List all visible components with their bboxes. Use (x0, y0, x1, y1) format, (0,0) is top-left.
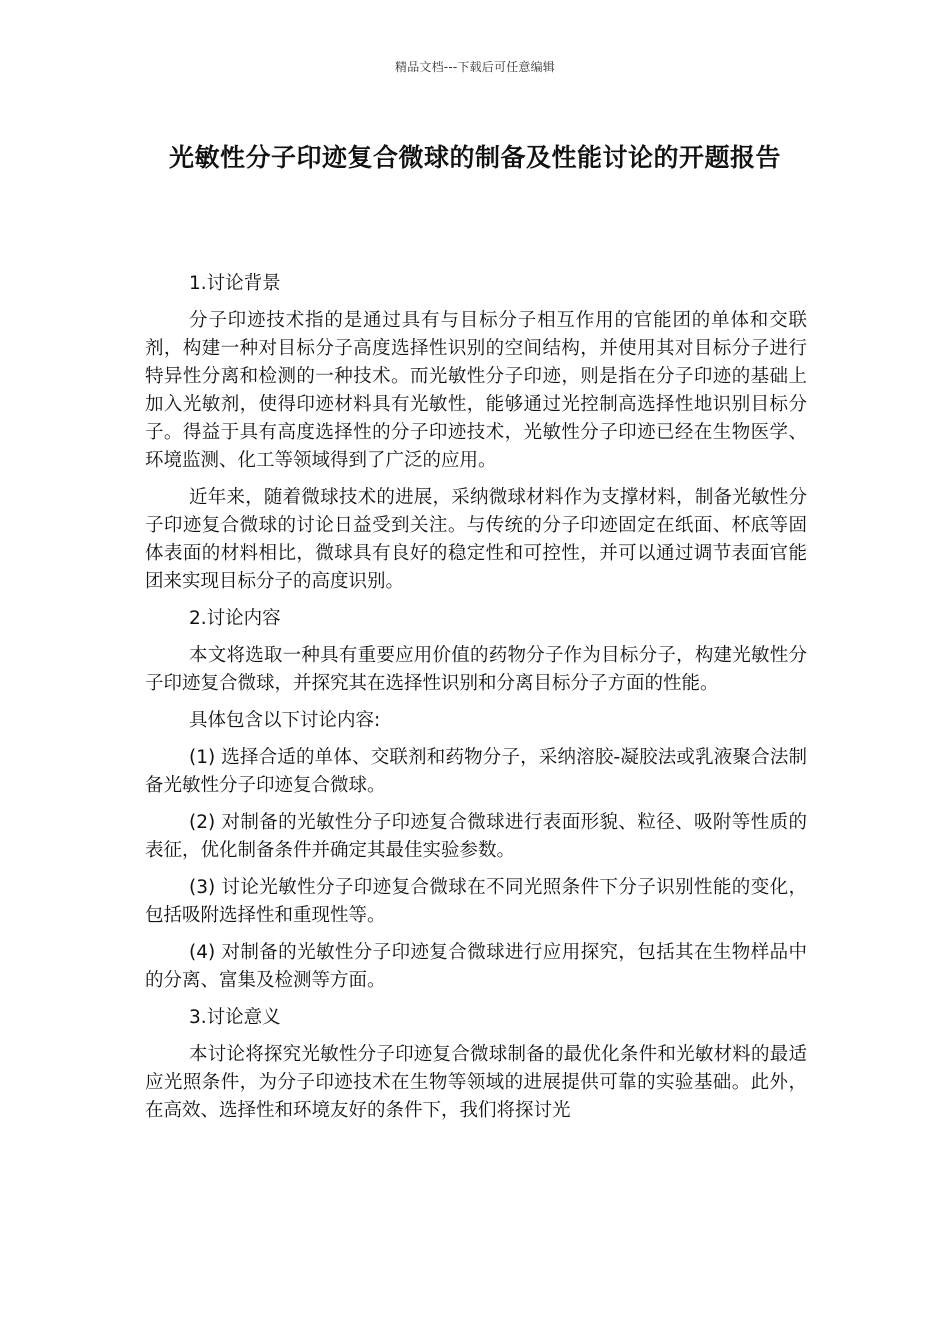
paragraph: 近年来，随着微球技术的进展，采纳微球材料作为支撑材料，制备光敏性分子印迹复合微球的讨论日益受到关注。与传统的分子印迹固定在纸面、杯底等固体表面的材料相比，微球具有良好的稳定性和可控性，并可以通过调节表面官能团来实现目标分子的高度识别。 (145, 487, 807, 592)
paragraph: 本文将选取一种具有重要应用价值的药物分子作为目标分子，构建光敏性分子印迹复合微球，并探究其在选择性识别和分离目标分子方面的性能。 (145, 645, 807, 694)
header-note: 精品文档---下载后可任意编辑 (395, 60, 555, 74)
list-item: (2) 对制备的光敏性分子印迹复合微球进行表面形貌、粒径、吸附等性质的表征，优化制备条件并确定其最佳实验参数。 (145, 812, 807, 861)
list-item: (1) 选择合适的单体、交联剂和药物分子，采纳溶胶-凝胶法或乳液聚合法制备光敏性分子印迹复合微球。 (145, 747, 807, 796)
section-heading-significance: 3.讨论意义 (189, 1007, 281, 1028)
list-item: (4) 对制备的光敏性分子印迹复合微球进行应用探究，包括其在生物样品中的分离、富集及检测等方面。 (145, 942, 807, 991)
document-body (145, 270, 807, 1134)
list-item: (3) 讨论光敏性分子印迹复合微球在不同光照条件下分子识别性能的变化，包括吸附选择性和重现性等。 (145, 877, 807, 926)
paragraph: 本讨论将探究光敏性分子印迹复合微球制备的最优化条件和光敏材料的最适应光照条件，为分子印迹技术在生物等领域的进展提供可靠的实验基础。此外，在高效、选择性和环境友好的条件下，我们将探讨光 (145, 1044, 807, 1121)
section-heading-background: 1.讨论背景 (189, 273, 281, 294)
paragraph: 分子印迹技术指的是通过具有与目标分子相互作用的官能团的单体和交联剂，构建一种对目标分子高度选择性识别的空间结构，并使用其对目标分子进行特异性分离和检测的一种技术。而光敏性分子印迹，则是指在分子印迹的基础上加入光敏剂，使得印迹材料具有光敏性，能够通过光控制高选择性地识别目标分子。得益于具有高度选择性的分子印迹技术，光敏性分子印迹已经在生物医学、环境监测、化工等领域得到了广泛的应用。 (145, 310, 807, 471)
section-heading-content: 2.讨论内容 (189, 608, 281, 629)
document-title: 光敏性分子印迹复合微球的制备及性能讨论的开题报告 (168, 143, 781, 172)
paragraph: 具体包含以下讨论内容: (189, 710, 381, 731)
